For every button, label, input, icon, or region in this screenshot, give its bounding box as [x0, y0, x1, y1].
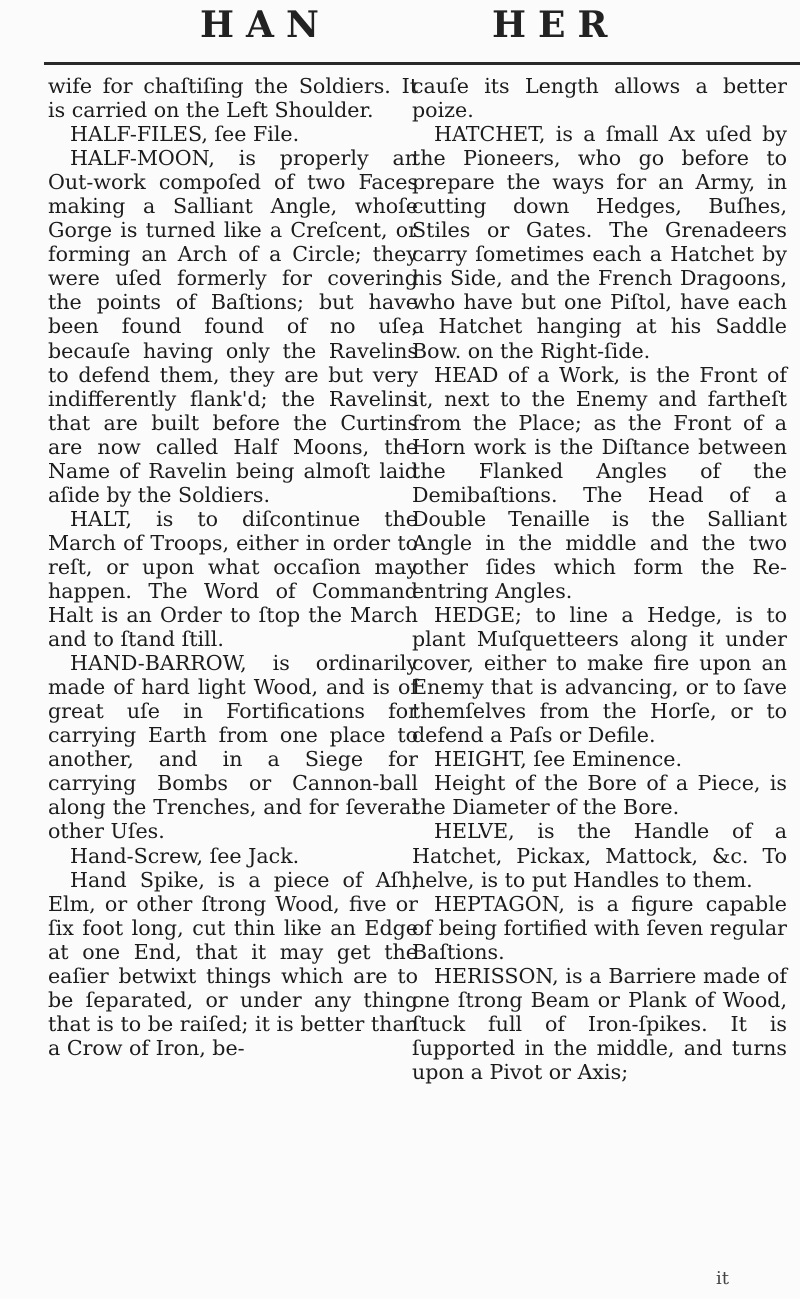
left-column	[48, 74, 418, 1060]
entry-half-moon: HALF-MOON, is properly an Out-work compoſed of two Faces making a Salliant Angle, whoſe Gorge is turned like a Creſcent, or forming an Arch of a Circle; they were uſed formerly for covering the points of Baſtions; but have been found found of no uſe, becauſe having only the Ravelins to defend them, they are but very indifferently flank'd; the Ravelins that are built before the Curtins are now called Half Moons, the Name of Ravelin being almoſt laid aſide by the Soldiers.	[48, 146, 418, 507]
running-header	[0, 0, 800, 70]
entry-hatchet: HATCHET, is a ſmall Ax uſed by the Pioneers, who go before to prepare the ways for an Army, in cutting down Hedges, Buſhes, Stiles or Gates. The Grenadeers carry ſometimes each a Hatchet by his Side, and the French Dragoons, who have but one Piſtol, have each a Hatchet hanging at his Saddle Bow. on the Right-ſide.	[412, 122, 787, 363]
entry-helve: HELVE, is the Handle of a Hatchet, Pickax, Mattock, &c. To helve, is to put Handles to them.	[412, 819, 787, 892]
header-rule	[44, 62, 800, 65]
guide-word-left: HAN	[200, 4, 331, 46]
entry-herisson: HERISSON, is a Barriere made of one ſtrong Beam or Plank of Wood, ſtuck full of Iron-ſpikes. It is ſupported in the middle, and turns upon a Pivot or Axis;	[412, 963, 787, 1084]
entry-continuation: cauſe its Length allows a better poize.	[412, 74, 787, 123]
entry-height-of-bore: Height of the Bore of a Piece, is the Diameter of the Bore.	[412, 771, 787, 820]
entry-halt: HALT, is to diſcontinue the March of Troops, either in order to reſt, or upon what occaſion may happen. The Word of Command Halt is an Order to ſtop the March and to ſtand ſtill.	[48, 506, 418, 652]
entry-continuation: wife for chaſtiſing the Soldiers. It is carried on the Left Shoulder.	[48, 74, 418, 123]
entry-height: HEIGHT, ſee Eminence.	[434, 747, 683, 772]
entry-hand-spike: Hand Spike, is a piece of Aſh, Elm, or other ſtrong Wood, five or ſix foot long, cut thin like an Edge at one End, that it may get the eaſier betwixt things which are to be ſeparated, or under any thing that is to be raiſed; it is better than a Crow of Iron, be-	[48, 867, 418, 1060]
entry-hand-barrow: HAND-BARROW, is ordinarily made of hard light Wood, and is of great uſe in Fortifications for carrying Earth from one place to another, and in a Siege for carrying Bombs or Cannon-ball along the Trenches, and for ſeveral other Uſes.	[48, 651, 418, 844]
guide-word-right: HER	[492, 4, 620, 46]
entry-heptagon: HEPTAGON, is a figure capable of being fortified with ſeven regular Baſtions.	[412, 891, 787, 964]
catchword: it	[716, 1268, 729, 1289]
entry-hedge: HEDGE; to line a Hedge, is to plant Muſquetteers along it under cover, either to make fire upon an Enemy that is advancing, or to ſave themſelves from the Horſe, or to defend a Paſs or Defile.	[412, 603, 787, 748]
entry-half-files: HALF-FILES, ſee File.	[70, 122, 300, 147]
entry-hand-screw: Hand-Screw, ſee Jack.	[70, 843, 300, 868]
right-column	[412, 74, 787, 1084]
entry-head: HEAD of a Work, is the Front of it, next to the Enemy and fartheſt from the Place; as the Front of a Horn work is the Diſtance between the Flanked Angles of the Demibaſtions. The Head of a Double Tenaille is the Salliant Angle in the middle and the two other ſides which form the Re-entring Angles.	[412, 362, 787, 603]
